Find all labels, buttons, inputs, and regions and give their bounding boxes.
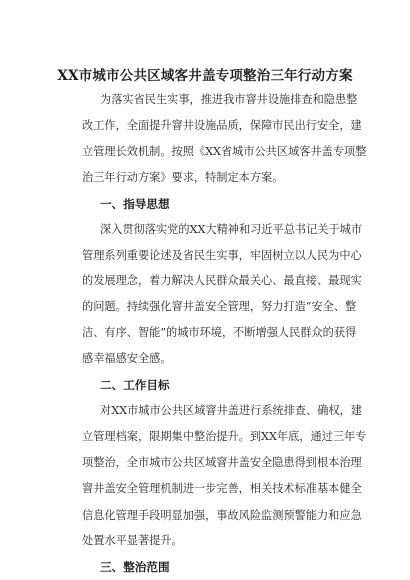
section-line: 的问题。持续强化窨井盖安全管理，努力打造“安全、整 [82, 300, 357, 313]
section-line: 信息化管理手段明显加强，事故风险监测预警能力和应急 [82, 509, 362, 522]
section-line: 处置水平显著提升。 [82, 534, 183, 547]
section-line: 深入贯彻落实党的XX大精神和习近平总书记关于城市 [100, 223, 363, 236]
section-line: 项整治，全市城市公共区域窨井盖安全隐患得到根本治理 [82, 456, 362, 469]
section-line: 的发展理念，着力解决人民群众最关心、最直接、最现实 [82, 274, 362, 287]
intro-line: 治三年行动方案》要求，特制定本方案。 [82, 171, 284, 184]
section-line: 立管理档案，限期集中整治提升。到XX年底，通过三年专 [82, 430, 367, 443]
section-line: 窨井盖安全管理机制进一步完善，相关技术标准基本健全 [82, 482, 362, 495]
document-title: XX市城市公共区域客井盖专项整治三年行动方案 [57, 68, 353, 84]
section-line: 管理系列重要论述及省民生实事，牢固树立以人民为中心 [82, 249, 362, 262]
intro-line: 立管理长效机制。按照《XX省城市公共区域客井盖专项整 [82, 145, 367, 158]
section-line: 洁、有序、智能”的城市环境，不断增强人民群众的获得 [82, 326, 357, 339]
section-line: 对XX市城市公共区域窨井盖进行系统排查、确权，建 [100, 404, 363, 417]
intro-line: 改工作，全面提升窨井设施品质，保障市民出行安全，建 [82, 119, 362, 132]
section-heading: 二、工作目标 [100, 378, 170, 392]
intro-line: 为落实省民生实事，推进我市窨井设施排查和隐患整 [100, 93, 358, 106]
section-line: 感幸福感安全感。 [82, 352, 172, 365]
section-heading: 三、整治范围 [100, 560, 170, 574]
section-heading: 一、指导思想 [100, 197, 170, 211]
